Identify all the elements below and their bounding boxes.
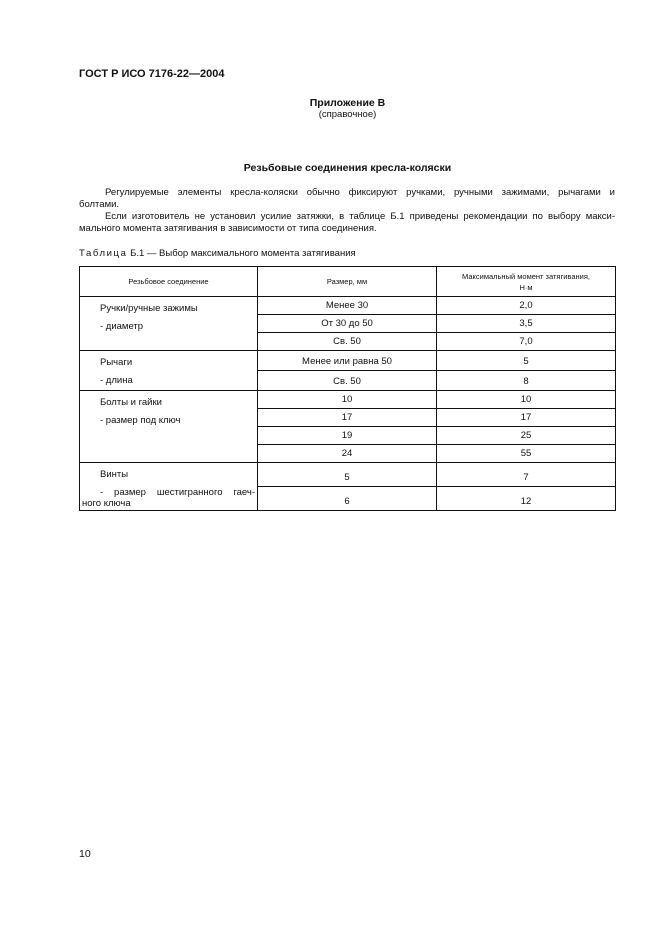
torque-cell: 12 [437,487,616,511]
torque-cell: 7,0 [437,333,616,351]
group-parameter: - длина [100,375,133,386]
group-cell-screws [80,463,258,511]
table-header-row [80,267,616,297]
torque-table [79,266,616,511]
size-cell: Менее 30 [258,297,437,315]
section-title: Резьбовые соединения кресла-коляски [243,162,452,174]
group-parameter-continuation: ного ключа [82,498,131,509]
group-cell-handles [80,297,258,351]
document-header: ГОСТ Р ИСО 7176-22—2004 [79,68,225,80]
size-cell: Св. 50 [258,333,437,351]
size-cell: 24 [258,445,437,463]
annex-subtitle: (справочное) [318,109,377,120]
column-header-torque-line: Максимальный момент затягивания, [462,271,590,281]
table-caption-label: Таблица [79,248,128,259]
paragraph-recommendation [79,211,615,235]
table-row [80,463,616,487]
group-parameter: - размер шестигранного гаеч- [100,487,255,498]
paragraph-line: болтами. [79,199,120,210]
column-header-connection: Резьбовое соединение [80,267,258,297]
torque-cell: 5 [437,351,616,371]
group-name: Ручки/ручные зажимы [100,303,198,314]
size-cell: От 30 до 50 [258,315,437,333]
torque-cell: 55 [437,445,616,463]
page-number: 10 [79,848,91,860]
column-header-size: Размер, мм [258,267,437,297]
torque-cell: 10 [437,391,616,409]
size-cell: 17 [258,409,437,427]
size-cell: 6 [258,487,437,511]
paragraph-line: мального момента затягивания в зависимости от типа соединения. [79,223,377,234]
group-cell-levers [80,351,258,391]
paragraph-intro [79,187,615,211]
annex-title: Приложение В [309,97,386,109]
table-row [80,391,616,409]
group-name: Болты и гайки [100,397,162,408]
torque-cell: 3,5 [437,315,616,333]
size-cell: 5 [258,463,437,487]
size-cell: 10 [258,391,437,409]
torque-cell: 25 [437,427,616,445]
torque-cell: 8 [437,371,616,391]
size-cell: Менее или равна 50 [258,351,437,371]
group-name: Рычаги [100,357,133,368]
size-cell: 19 [258,427,437,445]
group-cell-bolts [80,391,258,463]
table-caption [79,248,356,259]
table-row [80,351,616,371]
size-cell: Св. 50 [258,371,437,391]
torque-cell: 7 [437,463,616,487]
torque-cell: 17 [437,409,616,427]
paragraph-line: Если изготовитель не установил усилие затяжки, в таблице Б.1 приведены рекомендации по выбору макси- [105,211,615,222]
group-parameter: - размер под ключ [100,415,181,426]
column-header-torque-unit: Н·м [519,282,533,292]
table-caption-text: Б.1 — Выбор максимального момента затягивания [127,248,356,259]
table-row [80,297,616,315]
group-parameter: - диаметр [100,321,144,332]
paragraph-line: Регулируемые элементы кресла-коляски обычно фиксируют ручками, ручными зажимами, рычагами и [105,187,615,198]
group-name: Винты [100,469,129,480]
column-header-torque [437,267,616,297]
torque-cell: 2,0 [437,297,616,315]
